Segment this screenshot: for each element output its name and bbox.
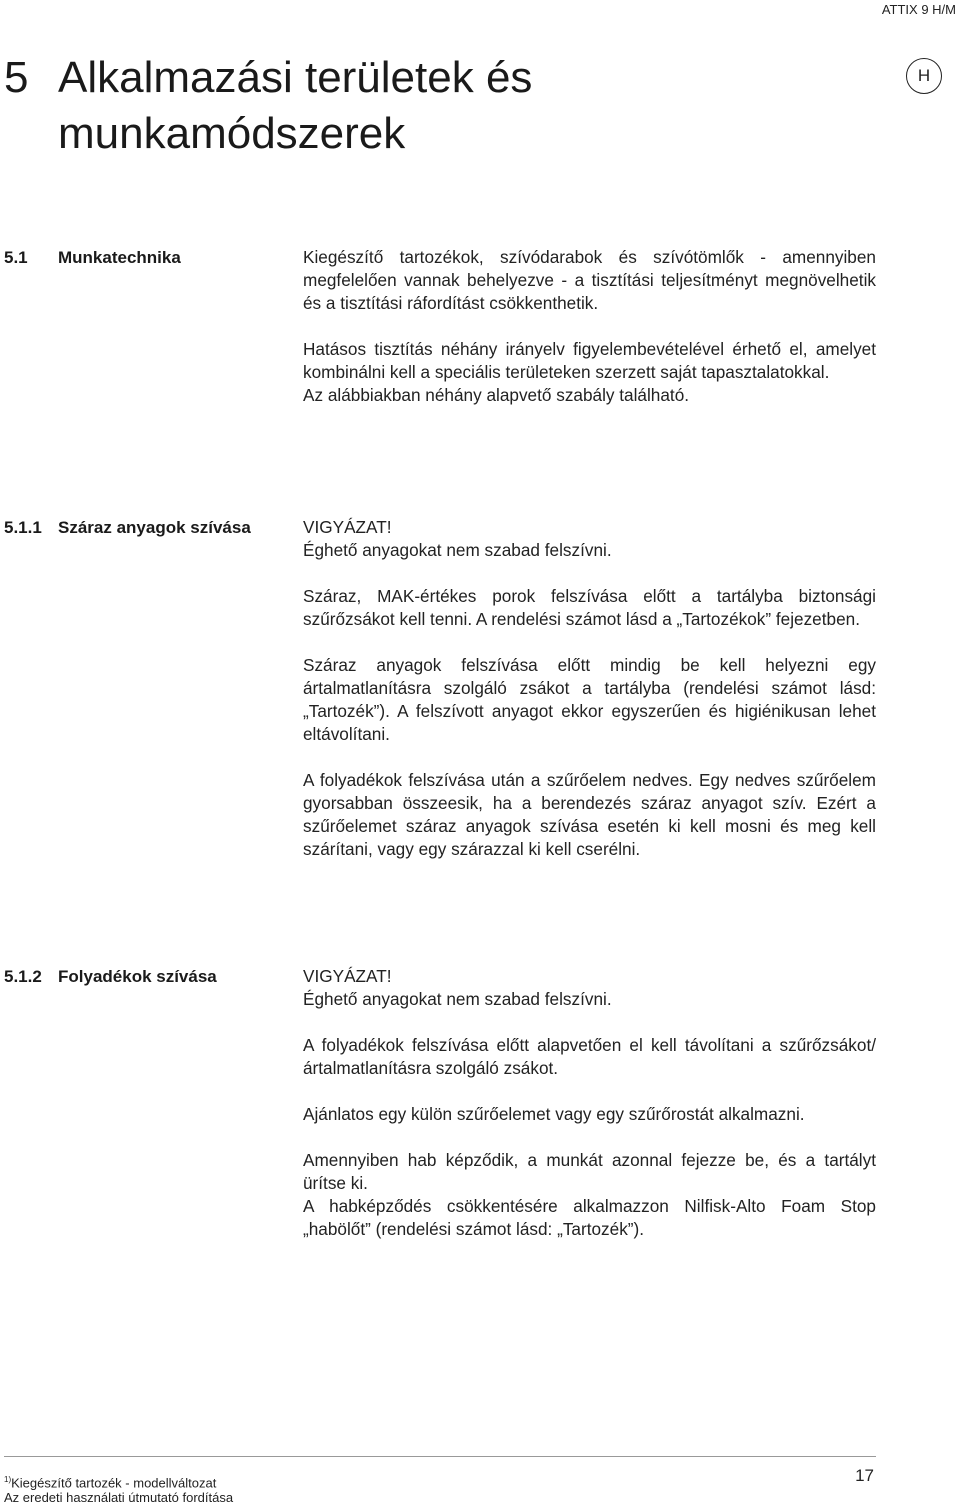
warning-text: Éghető anyagokat nem szabad felszívni. bbox=[303, 540, 612, 560]
header-model: ATTIX 9 H/M bbox=[881, 2, 956, 17]
paragraph: Az alábbiakban néhány alapvető szabály található. bbox=[303, 385, 690, 405]
translation-note: Az eredeti használati útmutató fordítása bbox=[4, 1490, 234, 1505]
subsection-body bbox=[303, 516, 876, 884]
subsection-title: Száraz anyagok szívása bbox=[58, 518, 251, 537]
language-code: H bbox=[917, 66, 931, 85]
paragraph: Hatásos tisztítás néhány irányelv figyelembevételével érhető el, amelyet kombinálni kell a speciális területeken szerzett saját tapasztalatokkal. bbox=[303, 339, 876, 382]
footnote bbox=[4, 1472, 216, 1491]
footnote-text: Kiegészítő tartozék - modellváltozat bbox=[11, 1475, 217, 1491]
subsection-body bbox=[303, 965, 876, 1264]
chapter-number: 5 bbox=[4, 53, 29, 102]
subsection-number: 5.1.2 bbox=[4, 967, 42, 986]
page-number: 17 bbox=[855, 1466, 874, 1485]
paragraph: A habképződés csökkentésére alkalmazzon Nilfisk-Alto Foam Stop „habölőt” (rendelési számot lásd: „Tartozék”). bbox=[303, 1196, 876, 1239]
language-badge bbox=[906, 58, 942, 94]
subsection-number: 5.1.1 bbox=[4, 518, 42, 537]
paragraph: A folyadékok felszívása előtt alapvetően el kell távolítani a szűrőzsákot/ártalmatlanításra szolgáló zsákot. bbox=[303, 1035, 876, 1078]
paragraph: Amennyiben hab képződik, a munkát azonnal fejezze be, és a tartályt ürítse ki. bbox=[303, 1150, 876, 1193]
paragraph: Száraz anyagok felszívása előtt mindig be kell helyezni egy ártalmatlanításra szolgáló zsákot a tartályba (rendelési számot lásd: „Tartozék”). A felszívott anyagot ekkor egyszerűen és higiénikusan lehet eltávolítani. bbox=[303, 655, 876, 744]
footnote-mark: 1) bbox=[4, 1475, 12, 1484]
section-body bbox=[303, 246, 876, 430]
paragraph: A folyadékok felszívása után a szűrőelem nedves. Egy nedves szűrőelem gyorsabban összeesik, ha a berendezés száraz anyagot szív. Ezért a szűrőelemet száraz anyagok szívása esetén ki kell mosni és meg kell szárítani, vagy egy szárazzal ki kell cserélni. bbox=[303, 770, 876, 859]
section-number: 5.1 bbox=[4, 248, 28, 267]
paragraph: Ajánlatos egy külön szűrőelemet vagy egy szűrőrostát alkalmazni. bbox=[303, 1104, 805, 1124]
paragraph: Száraz, MAK-értékes porok felszívása előtt a tartályba biztonsági szűrőzsákot kell tenni. A rendelési számot lásd a „Tartozékok” fejezetben. bbox=[303, 586, 876, 629]
warning-text: Éghető anyagokat nem szabad felszívni. bbox=[303, 989, 612, 1009]
section-title: Munkatechnika bbox=[58, 248, 181, 267]
footer-divider bbox=[4, 1456, 876, 1457]
chapter-title: Alkalmazási területek és munkamódszerek bbox=[58, 53, 533, 158]
warning-label: VIGYÁZAT! bbox=[303, 966, 392, 986]
warning-label: VIGYÁZAT! bbox=[303, 517, 392, 537]
paragraph: Kiegészítő tartozékok, szívódarabok és szívótömlők - amennyiben megfelelően vannak behelyezve - a tisztítási teljesítményt megnövelhetik és a tisztítási ráfordítást csökkenthetik. bbox=[303, 247, 876, 313]
subsection-title: Folyadékok szívása bbox=[58, 967, 217, 986]
